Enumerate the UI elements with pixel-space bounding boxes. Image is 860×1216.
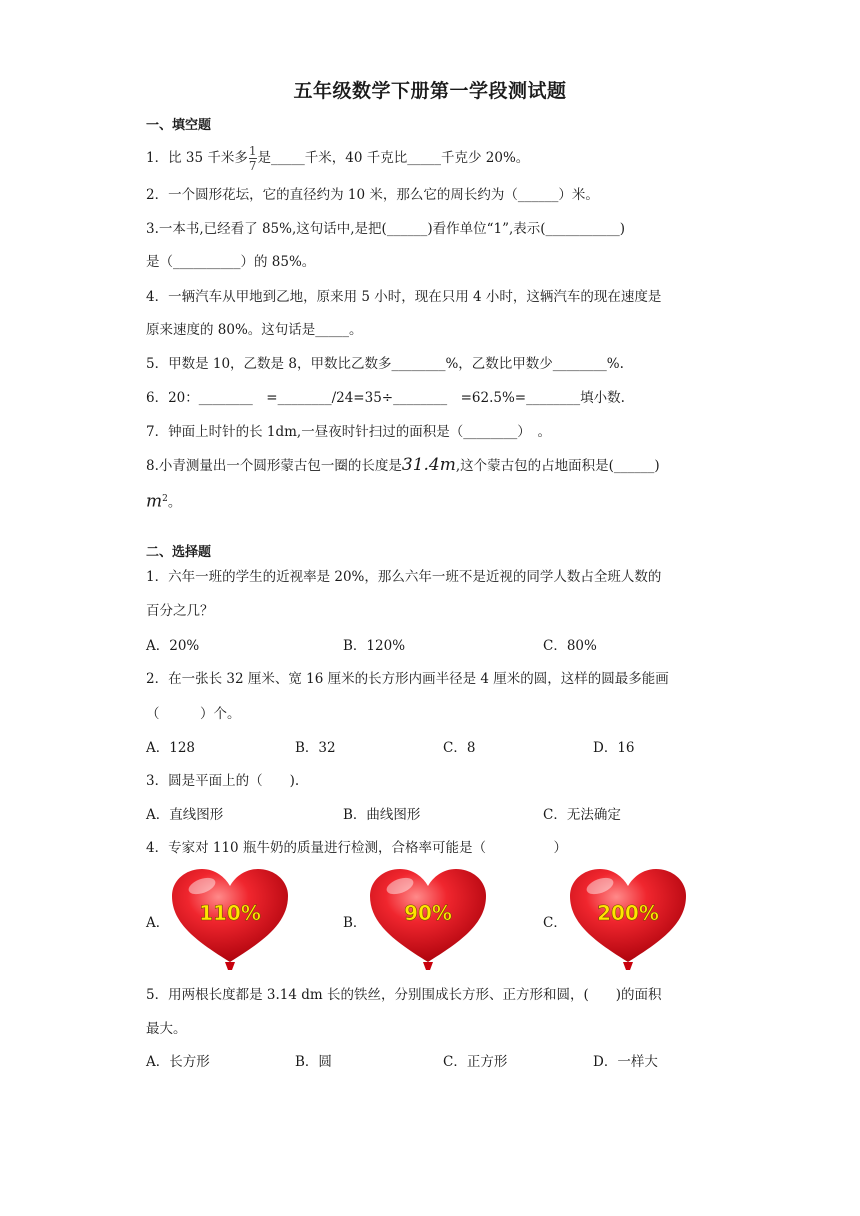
fraction-one-seventh	[249, 145, 257, 172]
q2-2-option-b: B．32	[295, 740, 336, 756]
q2-1-option-a: A．20%	[146, 638, 200, 654]
question-1-5: 5．甲数是 10，乙数是 8，甲数比乙数多________%，乙数比甲数少________%.	[146, 356, 624, 372]
question-1-4-line2: 原来速度的 80%。这句话是_____。	[146, 322, 363, 338]
question-2-1-line1: 1．六年一班的学生的近视率是 20%，那么六年一班不是近视的同学人数占全班人数的	[146, 569, 662, 585]
q2-4-option-b-letter: B．	[343, 915, 367, 931]
q2-3-option-a: A．直线图形	[146, 807, 224, 823]
q2-4-option-c-letter: C．	[543, 915, 567, 931]
q2-3-option-b: B．曲线图形	[343, 807, 421, 823]
question-2-5-line2: 最大。	[146, 1021, 187, 1037]
q2-2-option-d: D．16	[593, 740, 635, 756]
question-1-8-line1	[146, 456, 716, 475]
heart-balloon-icon	[566, 866, 690, 974]
q2-2-option-c: C．8	[443, 740, 476, 756]
q8-text-b: ,这个蒙古包的占地面积是(______)	[455, 458, 660, 474]
question-1-3-line1: 3.一本书,已经看了 85%,这句话中,是把(______)看作单位“1”,表示(___________)	[146, 221, 626, 237]
q8-text-a: 8.小青测量出一个圆形蒙古包一圈的长度是	[146, 458, 402, 474]
q1-text-b: 是_____千米，40 千克比_____千克少 20%。	[257, 150, 530, 166]
page-title: 五年级数学下册第一学段测试题	[293, 80, 567, 102]
question-1-8-line2	[146, 490, 716, 512]
fraction-denominator: 7	[248, 159, 257, 173]
q2-4-option-b-heart	[366, 866, 490, 974]
q2-3-option-c: C．无法确定	[543, 807, 621, 823]
question-2-2-line1: 2．在一张长 32 厘米、宽 16 厘米的长方形内画半径是 4 厘米的圆，这样的圆最多能画	[146, 671, 669, 687]
section-heading-fill-in: 一、填空题	[146, 118, 212, 133]
question-2-5-line1: 5．用两根长度都是 3.14 dm 长的铁丝，分别围成长方形、正方形和圆，( )的面积	[146, 987, 662, 1003]
question-2-2-line2: （ ）个。	[146, 706, 241, 722]
section-heading-multiple-choice: 二、选择题	[146, 545, 212, 560]
q2-1-option-c: C．80%	[543, 638, 597, 654]
q8-unit: m	[146, 491, 163, 512]
q2-1-option-b: B．120%	[343, 638, 406, 654]
q2-4-option-a-value: 110%	[199, 901, 261, 925]
question-1-1	[146, 145, 716, 172]
q2-2-option-a: A．128	[146, 740, 196, 756]
heart-balloon-icon	[366, 866, 490, 974]
fraction-numerator: 1	[248, 144, 257, 158]
question-2-1-line2: 百分之几？	[146, 603, 214, 619]
question-1-7: 7．钟面上时针的长 1dm,一昼夜时针扫过的面积是（________） 。	[146, 424, 551, 440]
heart-balloon-icon	[168, 866, 292, 974]
q2-5-option-a: A．长方形	[146, 1054, 210, 1070]
q8-length-value: 31.4m	[401, 455, 456, 475]
question-2-3: 3．圆是平面上的（ ).	[146, 773, 300, 789]
question-1-6: 6．20：________ =________/24=35÷________ =62.5%=________填小数.	[146, 390, 625, 406]
q2-5-option-b: B．圆	[295, 1054, 332, 1070]
q2-5-option-c: C．正方形	[443, 1054, 508, 1070]
q2-4-option-c-heart	[566, 866, 690, 974]
q2-4-option-b-value: 90%	[404, 901, 452, 925]
q2-4-option-a-heart	[168, 866, 292, 974]
q2-4-option-a-letter: A．	[146, 915, 170, 931]
q8-end: 。	[167, 494, 182, 511]
question-1-4-line1: 4．一辆汽车从甲地到乙地，原来用 5 小时，现在只用 4 小时，这辆汽车的现在速度是	[146, 289, 662, 305]
question-2-4: 4．专家对 110 瓶牛奶的质量进行检测，合格率可能是（ ）	[146, 840, 567, 856]
q2-4-option-c-value: 200%	[597, 901, 659, 925]
question-1-3-line2: 是（__________）的 85%。	[146, 254, 316, 270]
q8-unit-exponent: 2	[162, 494, 168, 504]
q1-text-a: 1．比 35 千米多	[146, 150, 248, 166]
question-1-2: 2．一个圆形花坛，它的直径约为 10 米，那么它的周长约为（______）米。	[146, 187, 599, 203]
q2-5-option-d: D．一样大	[593, 1054, 658, 1070]
